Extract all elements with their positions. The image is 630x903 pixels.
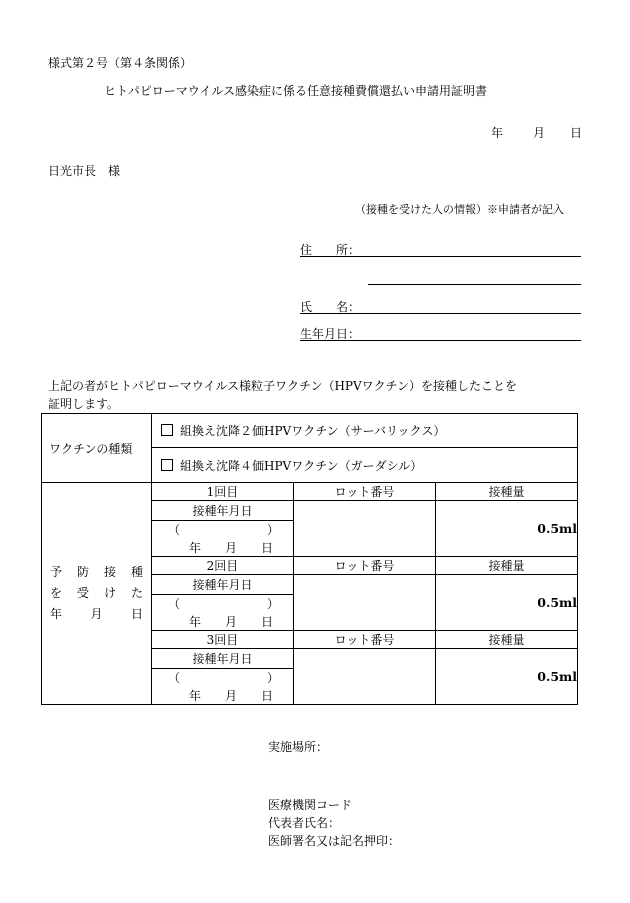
checkbox-icon[interactable] <box>161 424 173 436</box>
institution-code-label: 医療機関コード <box>268 798 353 812</box>
name-label: 氏 名： <box>300 300 361 314</box>
site-label: 実施場所： <box>268 740 329 754</box>
birthdate-line[interactable] <box>300 340 581 341</box>
birthdate-label: 生年月日： <box>300 327 361 341</box>
representative-label: 代表者氏名： <box>268 816 341 830</box>
vaccination-table <box>41 413 578 705</box>
checkbox-icon[interactable] <box>161 459 173 471</box>
date-paren-row[interactable]: （ ） <box>152 595 294 613</box>
vaccination-date-label-1: 予 防 接 種 <box>50 565 143 579</box>
vaccine-option-bivalent[interactable] <box>152 414 578 448</box>
dose-amount: 0.5ml <box>436 575 578 631</box>
name-line[interactable] <box>300 313 581 314</box>
amount-label: 接種量 <box>436 483 578 501</box>
date-ymd-row[interactable]: 年 月 日 <box>152 687 294 705</box>
date-paren-row[interactable]: （ ） <box>152 521 294 539</box>
addressee: 日光市長 様 <box>48 164 121 178</box>
form-number: 様式第２号（第４条関係） <box>48 56 193 70</box>
lot-number-cell[interactable] <box>294 649 436 705</box>
vaccine-option-quadrivalent[interactable] <box>152 448 578 483</box>
vaccination-date-label-cell <box>42 483 152 705</box>
info-note: （接種を受けた人の情報）※申請者が記入 <box>355 203 564 216</box>
vaccine-option-label: 組換え沈降４価HPVワクチン（ガーダシル） <box>180 458 423 473</box>
amount-label: 接種量 <box>436 557 578 575</box>
vaccine-type-label: ワクチンの種類 <box>42 414 152 483</box>
lot-number-cell[interactable] <box>294 575 436 631</box>
date-label: 接種年月日 <box>152 501 294 521</box>
dose-round: 3回目 <box>152 631 294 649</box>
vaccination-date-label-2: を 受 け た <box>50 586 143 600</box>
address-line-1[interactable] <box>300 256 581 257</box>
date-ymd-row[interactable]: 年 月 日 <box>152 539 294 557</box>
date-day: 日 <box>570 126 583 140</box>
dose-round: 2回目 <box>152 557 294 575</box>
date-month: 月 <box>533 126 546 140</box>
address-label: 住 所： <box>300 243 361 257</box>
lot-number-cell[interactable] <box>294 501 436 557</box>
date-ymd-row[interactable]: 年 月 日 <box>152 613 294 631</box>
lot-number-label: ロット番号 <box>294 483 436 501</box>
address-line-2[interactable] <box>368 284 581 285</box>
amount-label: 接種量 <box>436 631 578 649</box>
statement-line-2: 証明します。 <box>48 397 120 411</box>
lot-number-label: ロット番号 <box>294 631 436 649</box>
statement-line-1: 上記の者がヒトパピローマウイルス様粒子ワクチン（HPVワクチン）を接種したことを <box>48 379 518 393</box>
dose-amount: 0.5ml <box>436 501 578 557</box>
date-label: 接種年月日 <box>152 575 294 595</box>
dose-amount: 0.5ml <box>436 649 578 705</box>
date-label: 接種年月日 <box>152 649 294 669</box>
lot-number-label: ロット番号 <box>294 557 436 575</box>
doctor-signature-label: 医師署名又は記名押印： <box>268 834 401 848</box>
vaccine-option-label: 組換え沈降２価HPVワクチン（サーバリックス） <box>180 424 446 438</box>
date-paren-row[interactable]: （ ） <box>152 669 294 687</box>
document-title: ヒトパピローマウイルス感染症に係る任意接種費償還払い申請用証明書 <box>104 84 488 98</box>
dose-round: 1回目 <box>152 483 294 501</box>
vaccination-date-label-3: 年 月 日 <box>50 607 143 621</box>
date-year: 年 <box>491 126 504 140</box>
